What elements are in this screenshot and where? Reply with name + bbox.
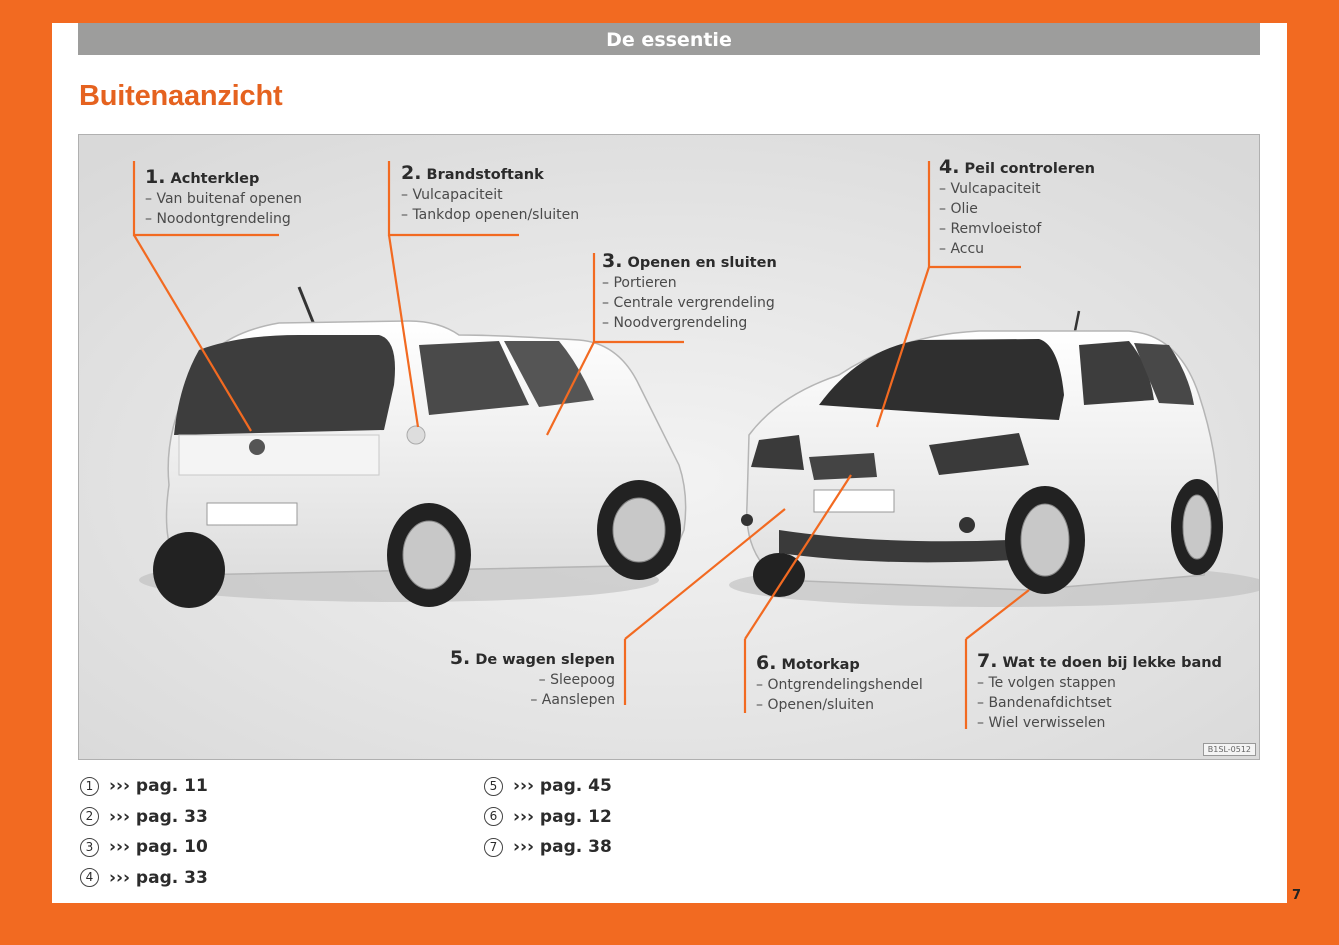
callout-6: 6. Motorkap – Ontgrendelingshendel – Openen/sluiten <box>756 652 923 713</box>
callout-4: 4. Peil controleren – Vulcapaciteit – Olie – Remvloeistof – Accu <box>939 156 1096 257</box>
page-reference[interactable]: 6 ››› pag. 12 <box>484 802 612 833</box>
page-reference[interactable]: 4 ››› pag. 33 <box>80 863 208 894</box>
callout-2: 2. Brandstoftank – Vulcapaciteit – Tankdop openen/sluiten <box>401 162 580 223</box>
page-number: 7 <box>1292 888 1302 903</box>
figure-code: B1SL-0512 <box>1203 743 1256 756</box>
callout-1: 1. Achterklep – Van buitenaf openen – Noodontgrendeling <box>145 166 302 227</box>
reference-list-right <box>484 771 612 863</box>
section-header: De essentie <box>78 23 1260 55</box>
page-reference[interactable]: 7 ››› pag. 38 <box>484 832 612 863</box>
page-reference[interactable]: 3 ››› pag. 10 <box>80 832 208 863</box>
page-reference[interactable]: 2 ››› pag. 33 <box>80 802 208 833</box>
exterior-figure <box>78 134 1260 760</box>
callout-5: 5. De wagen slepen – Sleepoog – Aanslepen <box>449 647 615 708</box>
page-reference[interactable]: 1 ››› pag. 11 <box>80 771 208 802</box>
page-reference[interactable]: 5 ››› pag. 45 <box>484 771 612 802</box>
page-title: Buitenaanzicht <box>79 80 283 112</box>
callout-7: 7. Wat te doen bij lekke band – Te volgen stappen – Bandenafdichtset – Wiel verwisselen <box>977 650 1222 731</box>
callout-3: 3. Openen en sluiten – Portieren – Centrale vergrendeling – Noodvergrendeling <box>602 250 777 331</box>
reference-list-left <box>80 771 208 893</box>
